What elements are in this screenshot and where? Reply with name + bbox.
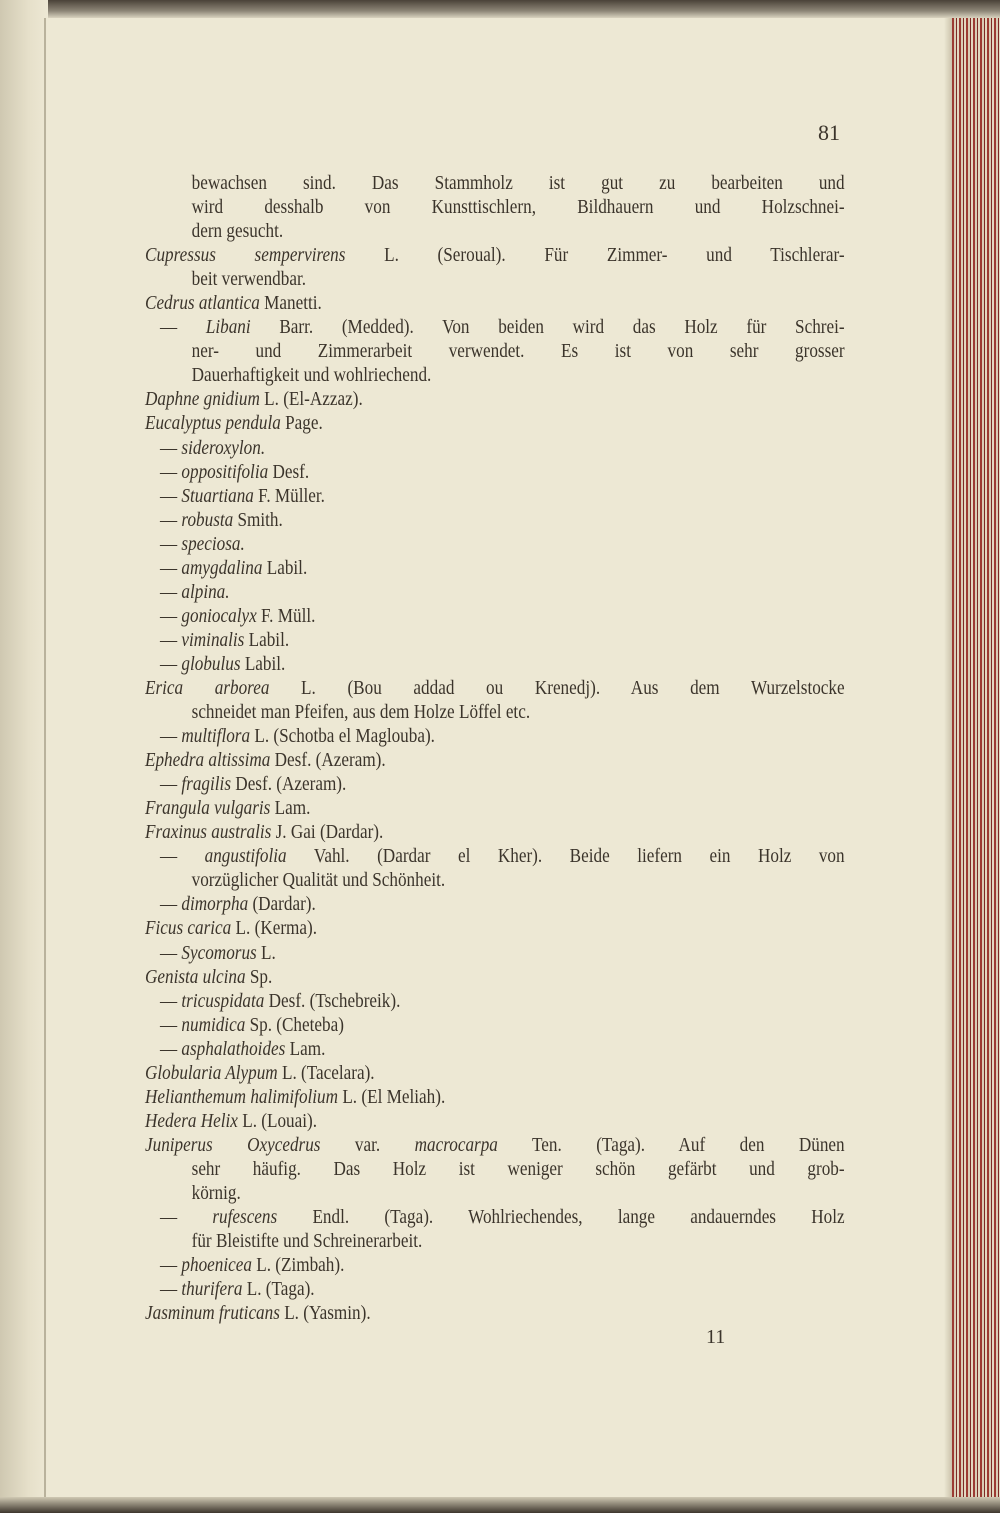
text-run: dern gesucht. [191, 221, 284, 243]
text-run: sehr häufig. Das Holz ist weniger schön gefärbt und grob- [191, 1158, 845, 1180]
species-name: Stuartiana [181, 485, 254, 507]
text-run: Sp. (Cheteba) [245, 1014, 344, 1036]
text-line [145, 990, 845, 1014]
text-run: L. (Louai). [237, 1110, 318, 1132]
text-line [145, 172, 845, 196]
text-run: — [159, 653, 182, 675]
text-line [145, 509, 845, 533]
species-name: Cupressus sempervirens [145, 245, 346, 267]
text-line [145, 1038, 845, 1062]
text-run: — [159, 1014, 182, 1036]
text-run: — [159, 485, 182, 507]
text-line [145, 821, 845, 845]
text-run: Lam. [285, 1038, 326, 1060]
signature-mark: 11 [706, 1326, 726, 1348]
text-line [145, 1086, 845, 1110]
text-run: L. (Kerma). [231, 918, 318, 940]
species-name: Fraxinus australis [145, 822, 272, 844]
text-run: schneidet man Pfeifen, aus dem Holze Löffel etc. [191, 702, 531, 724]
text-run: L. (Tacelara). [277, 1062, 375, 1084]
species-name: Jasminum fruticans [145, 1303, 280, 1325]
text-line [145, 533, 845, 557]
text-run: — [159, 894, 182, 916]
text-run: — [159, 1255, 182, 1277]
species-name: Erica arborea [145, 677, 270, 699]
text-line [145, 220, 845, 244]
text-run: — [159, 605, 182, 627]
text-line [145, 1134, 845, 1158]
text-run: Labil. [244, 629, 290, 651]
text-run: — [159, 1279, 182, 1301]
text-line [145, 461, 845, 485]
text-line [145, 725, 845, 749]
text-run: — [159, 317, 206, 339]
text-line [145, 653, 845, 677]
text-line [145, 773, 845, 797]
text-run: — [159, 726, 182, 748]
species-name: Globularia Alypum [145, 1062, 278, 1084]
species-name: oppositifolia [181, 461, 269, 483]
text-run: für Bleistifte und Schreinerarbeit. [191, 1231, 423, 1253]
text-line [145, 437, 845, 461]
text-run: Lam. [270, 798, 311, 820]
text-run: beit verwendbar. [191, 269, 306, 291]
species-name: viminalis [181, 629, 245, 651]
text-line [145, 1110, 845, 1134]
species-name: phoenicea [181, 1255, 252, 1277]
scan-top-edge [0, 0, 1000, 18]
text-run: Desf. (Azeram). [270, 750, 386, 772]
species-name: goniocalyx [181, 605, 257, 627]
text-run: ner- und Zimmerarbeit verwendet. Es ist von sehr grosser [191, 341, 845, 363]
species-name: angustifolia [204, 846, 287, 868]
text-run: — [159, 629, 182, 651]
text-line [145, 797, 845, 821]
species-name: Juniperus Oxycedrus [145, 1134, 321, 1156]
text-line [145, 1206, 845, 1230]
text-line [145, 677, 845, 701]
species-name: Ephedra altissima [145, 750, 271, 772]
species-name: Frangula vulgaris [145, 798, 271, 820]
text-line [145, 1014, 845, 1038]
page-edge-shadow [944, 18, 952, 1498]
page-number: 81 [818, 120, 840, 145]
text-run: L. (Zimbah). [251, 1255, 345, 1277]
text-run: Sp. [245, 966, 273, 988]
text-line [145, 629, 845, 653]
text-run: wird desshalb von Kunsttischlern, Bildhauern und Holzschnei- [191, 197, 845, 219]
text-run: — [159, 557, 182, 579]
text-line [145, 1230, 845, 1254]
text-run: L. (Schotba el Maglouba). [250, 726, 435, 748]
text-run: — [159, 581, 182, 603]
text-run: — [159, 509, 182, 531]
text-run: L. (El-Azzaz). [259, 389, 363, 411]
gutter-line [44, 18, 46, 1498]
text-run: var. [320, 1134, 415, 1156]
text-line [145, 388, 845, 412]
text-line [145, 412, 845, 436]
text-run: L. (Seroual). Für Zimmer- und Tischlerar- [345, 245, 845, 267]
species-name: numidica [181, 1014, 246, 1036]
text-line [145, 1254, 845, 1278]
book-page-edges [952, 18, 1000, 1498]
species-name: Hedera Helix [145, 1110, 238, 1132]
text-line [145, 605, 845, 629]
species-name: Ficus carica [145, 918, 232, 940]
species-name: dimorpha [181, 894, 249, 916]
text-run: — [159, 774, 182, 796]
text-run: F. Müller. [253, 485, 325, 507]
text-run: — [159, 942, 182, 964]
species-name: alpina. [181, 581, 230, 603]
text-run: — [159, 437, 182, 459]
text-run: Smith. [233, 509, 283, 531]
species-name: Daphne gnidium [145, 389, 260, 411]
text-run: L. (Taga). [242, 1279, 315, 1301]
species-name: Helianthemum halimifolium [145, 1086, 339, 1108]
text-run: F. Müll. [256, 605, 316, 627]
text-line [145, 749, 845, 773]
text-line [145, 485, 845, 509]
text-run: Desf. [268, 461, 310, 483]
text-run: Page. [280, 413, 323, 435]
species-name: tricuspidata [181, 990, 265, 1012]
text-run: Dauerhaftigkeit und wohlriechend. [191, 365, 432, 387]
text-run: bewachsen sind. Das Stammholz ist gut zu bearbeiten und [191, 173, 845, 194]
text-line [145, 364, 845, 388]
text-line [145, 1278, 845, 1302]
text-line [145, 581, 845, 605]
text-line [145, 1158, 845, 1182]
text-line [145, 869, 845, 893]
text-line [145, 268, 845, 292]
text-line [145, 292, 845, 316]
text-line [145, 701, 845, 725]
species-name: fragilis [181, 774, 232, 796]
text-run: L. (Yasmin). [279, 1303, 371, 1325]
text-line [145, 917, 845, 941]
text-run: Desf. (Azeram). [231, 774, 347, 796]
text-line [145, 942, 845, 966]
page-body-text [145, 172, 845, 1326]
text-run: — [159, 1038, 182, 1060]
book-gutter [0, 0, 48, 1513]
species-name: sideroxylon. [181, 437, 266, 459]
scan-bottom-edge [0, 1497, 1000, 1513]
species-name: macrocarpa [414, 1134, 498, 1156]
text-run: (Dardar). [248, 894, 316, 916]
species-name: Cedrus atlantica [145, 293, 260, 315]
text-run: — [159, 990, 182, 1012]
text-run: — [159, 1207, 213, 1229]
text-run: Endl. (Taga). Wohlriechendes, lange andauerndes Holz [277, 1207, 845, 1229]
text-line [145, 966, 845, 990]
text-run: Labil. [262, 557, 308, 579]
species-name: Eucalyptus pendula [145, 413, 281, 435]
species-name: globulus [181, 653, 241, 675]
text-run: körnig. [191, 1182, 241, 1204]
species-name: Sycomorus [181, 942, 257, 964]
species-name: robusta [181, 509, 234, 531]
text-line [145, 196, 845, 220]
text-run: Labil. [240, 653, 286, 675]
text-line [145, 1182, 845, 1206]
text-run: Ten. (Taga). Auf den Dünen [497, 1134, 845, 1156]
text-line [145, 316, 845, 340]
species-name: multiflora [181, 726, 251, 748]
species-name: amygdalina [181, 557, 263, 579]
text-line [145, 845, 845, 869]
text-run: L. [256, 942, 276, 964]
text-run: L. (Bou addad ou Krenedj). Aus dem Wurzelstocke [269, 677, 845, 699]
species-name: Libani [205, 317, 251, 339]
text-line [145, 340, 845, 364]
text-line [145, 1302, 845, 1326]
text-run: — [159, 461, 182, 483]
text-line [145, 244, 845, 268]
text-run: Barr. (Medded). Von beiden wird das Holz für Schrei- [250, 317, 845, 339]
text-run: Manetti. [259, 293, 322, 315]
text-line [145, 893, 845, 917]
species-name: thurifera [181, 1279, 243, 1301]
species-name: asphalathoides [181, 1038, 286, 1060]
text-run: Desf. (Tschebreik). [264, 990, 401, 1012]
species-name: speciosa. [181, 533, 245, 555]
species-name: rufescens [212, 1207, 278, 1229]
text-line [145, 1062, 845, 1086]
text-run: — [159, 533, 182, 555]
text-run: J. Gai (Dardar). [271, 822, 384, 844]
text-run: vorzüglicher Qualität und Schönheit. [191, 870, 446, 892]
species-name: Genista ulcina [145, 966, 246, 988]
text-line [145, 557, 845, 581]
text-run: Vahl. (Dardar el Kher). Beide liefern ein Holz von [286, 846, 845, 868]
text-run: — [159, 846, 205, 868]
text-run: L. (El Meliah). [338, 1086, 446, 1108]
